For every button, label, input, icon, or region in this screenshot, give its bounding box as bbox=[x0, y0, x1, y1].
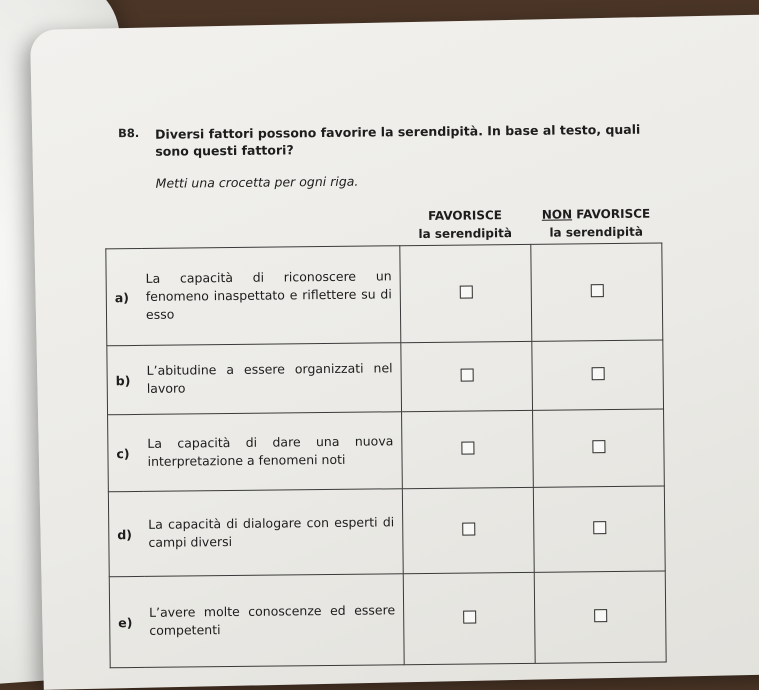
row-letter: a) bbox=[106, 248, 143, 345]
checkbox-non-favorisce-e[interactable] bbox=[594, 609, 607, 622]
checkbox-favorisce-e[interactable] bbox=[463, 610, 476, 623]
answer-table bbox=[105, 202, 667, 668]
non-favorisce-cell bbox=[534, 571, 666, 663]
table-row bbox=[109, 571, 666, 668]
row-statement: L’avere molte conoscenze ed essere competenti bbox=[145, 574, 404, 668]
checkbox-non-favorisce-a[interactable] bbox=[590, 284, 603, 297]
header-favorisce-line1: FAVORISCE bbox=[427, 208, 503, 223]
header-favorisce-line2: la serendipità bbox=[418, 226, 512, 242]
header-blank bbox=[105, 205, 399, 249]
table-row bbox=[108, 486, 665, 577]
table-row bbox=[107, 340, 664, 415]
question-block bbox=[114, 120, 698, 638]
checkbox-non-favorisce-d[interactable] bbox=[593, 521, 606, 534]
checkbox-favorisce-c[interactable] bbox=[461, 441, 474, 454]
favorisce-cell bbox=[402, 487, 534, 573]
favorisce-cell bbox=[401, 341, 533, 411]
row-letter: d) bbox=[108, 491, 144, 576]
header-non-favorisce-line2: la serendipità bbox=[549, 224, 643, 240]
checkbox-favorisce-b[interactable] bbox=[460, 368, 473, 381]
header-non-word: NON bbox=[541, 207, 573, 222]
table-row bbox=[108, 409, 665, 492]
row-letter: e) bbox=[109, 576, 145, 667]
header-favorisce-word: FAVORISCE bbox=[572, 206, 651, 222]
row-statement: La capacità di dialogare con esperti di campi diversi bbox=[144, 489, 403, 577]
instruction-text: Metti una crocetta per ogni riga. bbox=[155, 173, 359, 191]
favorisce-cell bbox=[402, 410, 534, 488]
non-favorisce-cell bbox=[531, 243, 663, 341]
row-statement: La capacità di riconoscere un fenomeno inaspettato e riflettere su di esso bbox=[141, 246, 401, 346]
non-favorisce-cell bbox=[532, 340, 664, 410]
question-text: Diversi fattori possono favorire la serendipità. In base al testo, quali sono questi fattori? bbox=[155, 121, 641, 159]
header-favorisce bbox=[399, 204, 530, 246]
row-letter: b) bbox=[107, 345, 143, 414]
question-number: B8. bbox=[118, 125, 140, 141]
checkbox-non-favorisce-c[interactable] bbox=[592, 440, 605, 453]
row-statement: La capacità di dare una nuova interpretazione a fenomeni noti bbox=[143, 412, 402, 492]
checkbox-favorisce-d[interactable] bbox=[462, 522, 475, 535]
non-favorisce-cell bbox=[533, 486, 665, 572]
header-non-favorisce bbox=[530, 202, 661, 244]
header-non-favorisce-line1 bbox=[534, 205, 657, 224]
favorisce-cell bbox=[403, 572, 535, 664]
favorisce-cell bbox=[400, 244, 532, 342]
table-row bbox=[106, 243, 663, 346]
row-statement: L’abitudine a essere organizzati nel lavoro bbox=[142, 343, 401, 415]
row-letter: c) bbox=[108, 414, 144, 491]
checkbox-non-favorisce-b[interactable] bbox=[591, 367, 604, 380]
worksheet-page bbox=[30, 14, 759, 690]
non-favorisce-cell bbox=[533, 409, 665, 487]
checkbox-favorisce-a[interactable] bbox=[459, 285, 472, 298]
